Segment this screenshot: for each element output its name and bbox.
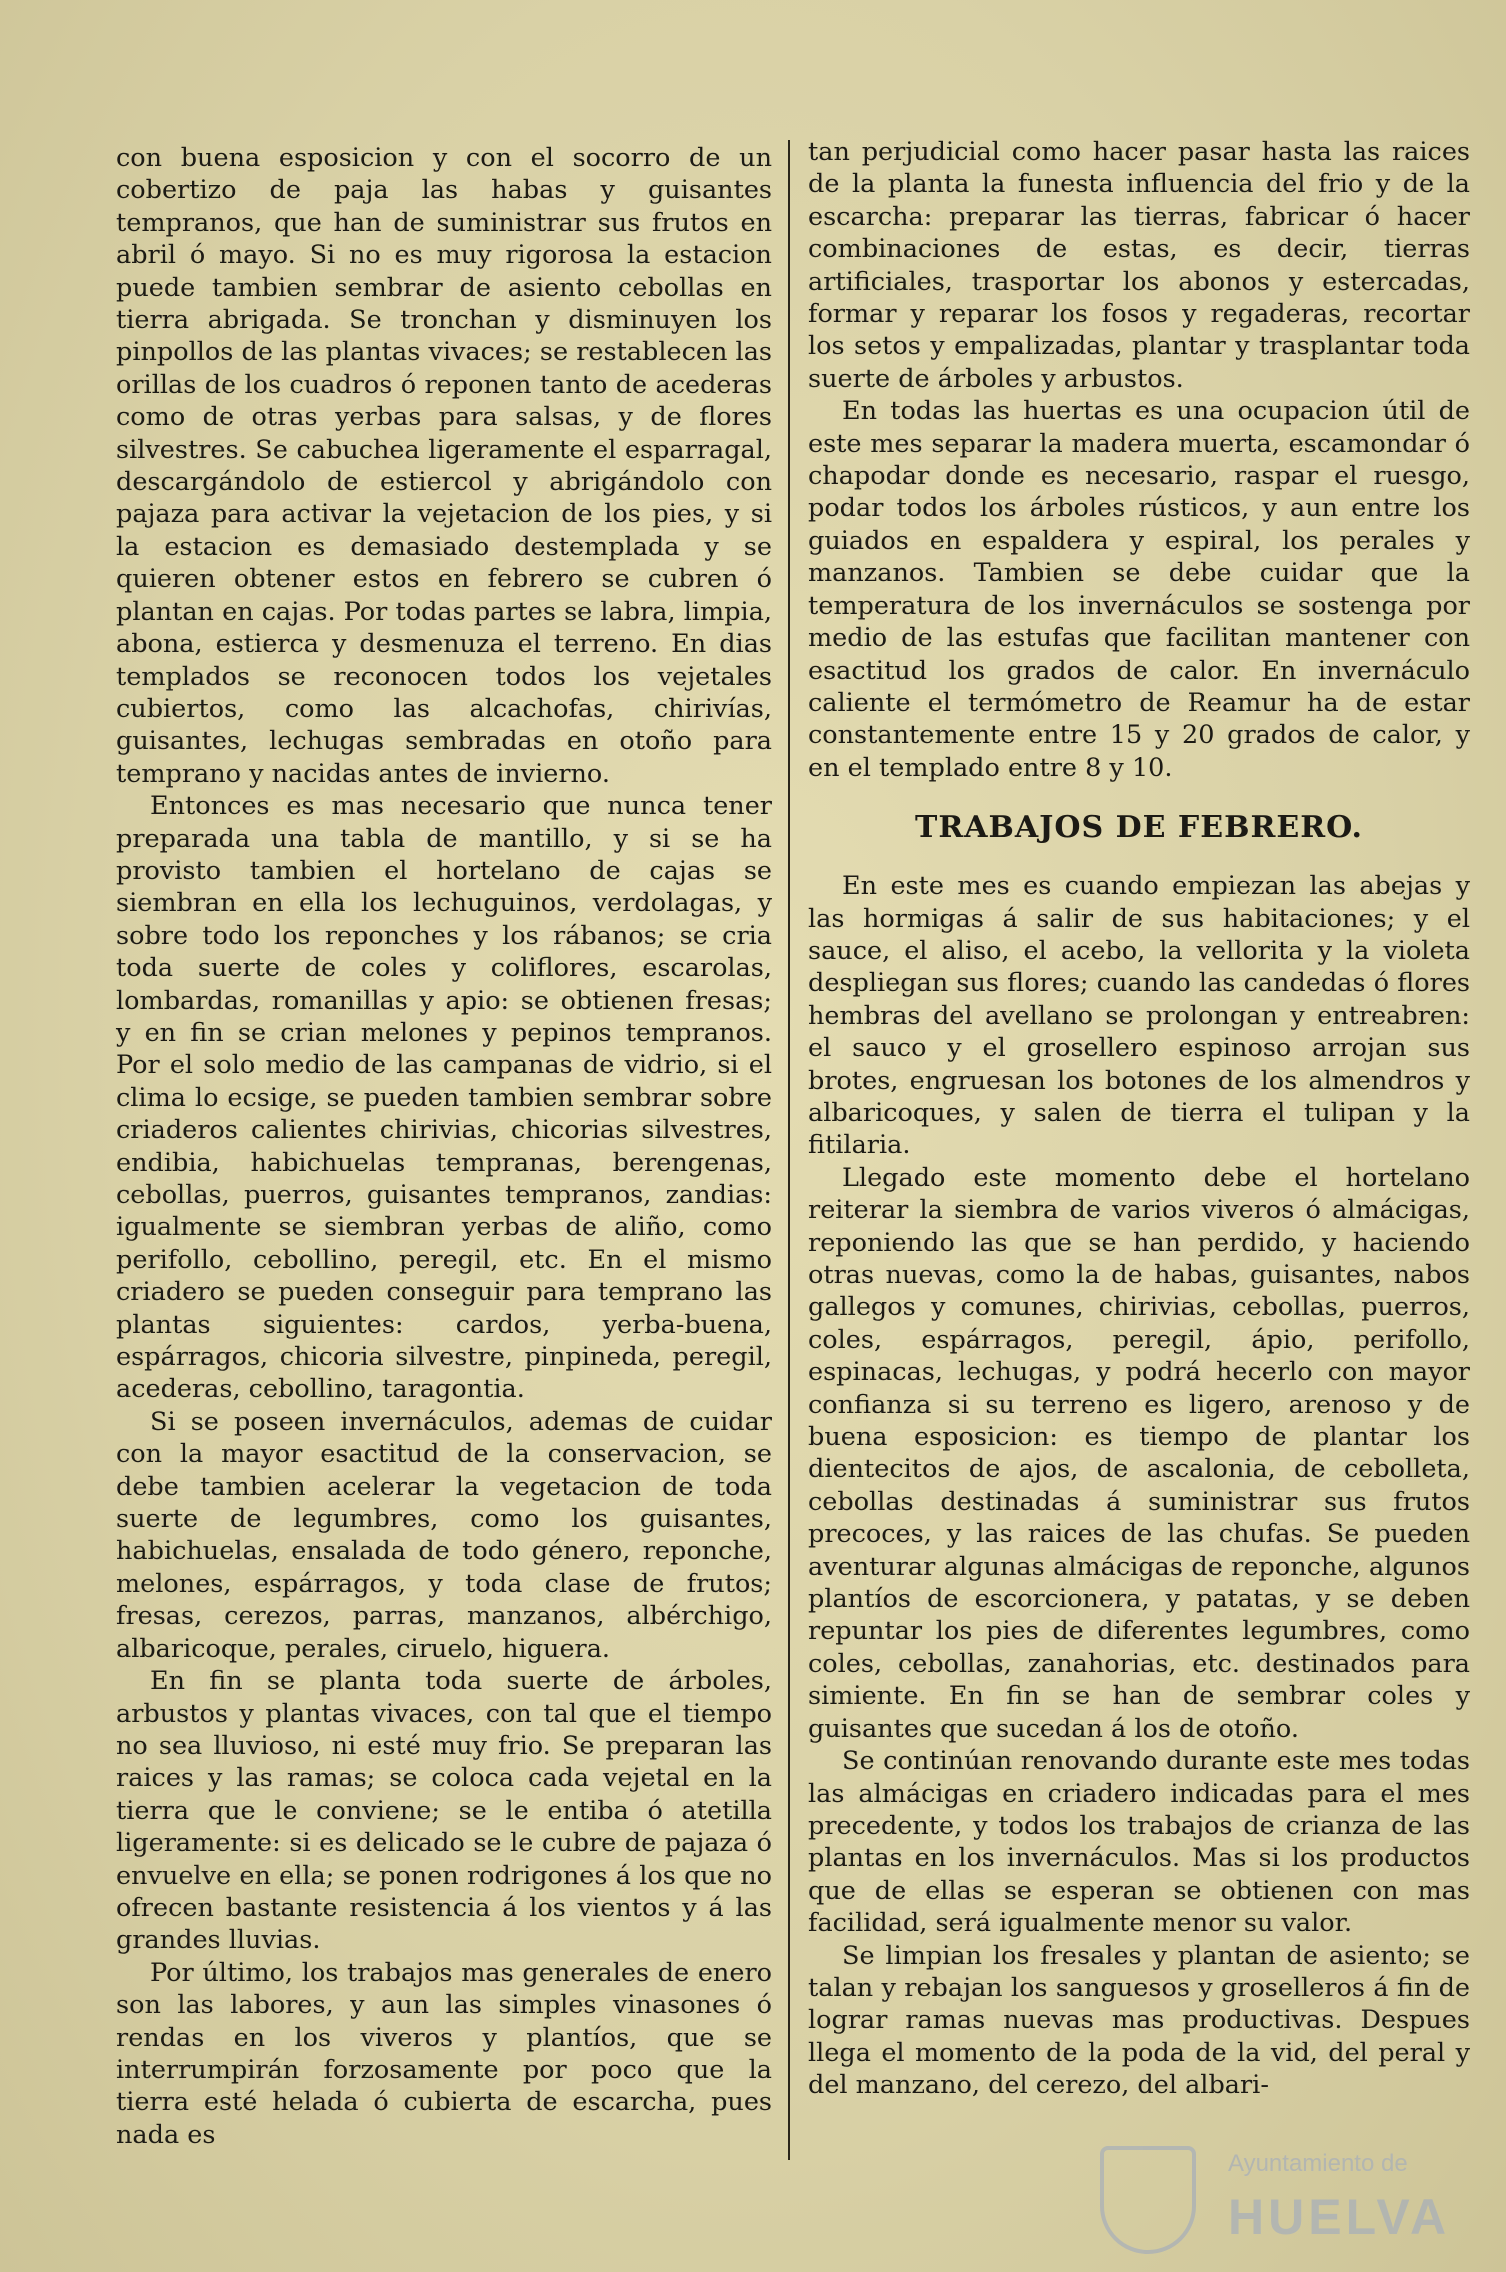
- paragraph: Por último, los trabajos mas generales de enero son las labores, y aun las simples vinasones ó rendas en los viveros y plantíos, que se interrumpirán forzosamente por poco que la tierra esté helada ó cubierta de escarcha, pues nada es: [116, 1957, 772, 2150]
- left-column: [116, 142, 772, 2151]
- paragraph: con buena esposicion y con el socorro de un cobertizo de paja las habas y guisantes tempranos, que han de suministrar sus frutos en abril ó mayo. Si no es muy rigorosa la estacion puede tambien sembrar de asiento cebollas en tierra abrigada. Se tronchan y disminuyen los pinpollos de las plantas vivaces; se restablecen las orillas de los cuadros ó reponen tanto de acederas como de otras yerbas para salsas, y de flores silvestres. Se cabuchea ligeramente el esparragal, descargándolo de estiercol y abrigándolo con pajaza para activar la vejetacion de los pies, y si la estacion es demasiado destemplada y se quieren obtener estos en febrero se cubren ó plantan en cajas. Por todas partes se labra, limpia, abona, estierca y desmenuza el terreno. En dias templados se reconocen todos los vejetales cubiertos, como las alcachofas, chirivías, guisantes, lechugas sembradas en otoño para temprano y nacidas antes de invierno.: [116, 143, 772, 789]
- watermark-line2: HUELVA: [1228, 2189, 1451, 2245]
- paragraph: En este mes es cuando empiezan las abejas y las hormigas á salir de sus habitaciones; y el sauce, el aliso, el acebo, la vellorita y la violeta despliegan sus flores; cuando las candedas ó flores hembras del avellano se prolongan y entreabren: el sauco y el grosellero espinoso arrojan sus brotes, engruesan los botones de los almendros y albaricoques, y salen de tierra el tulipan y la fitilaria.: [808, 871, 1470, 1161]
- shield-icon: [1100, 2146, 1196, 2254]
- paragraph: Llegado este momento debe el hortelano reiterar la siembra de varios viveros ó almácigas, reponiendo las que se han perdido, y haciendo otras nuevas, como la de habas, guisantes, nabos gallegos y comunes, chirivias, cebollas, puerros, coles, espárragos, peregil, ápio, perifollo, espinacas, lechugas, y podrá hecerlo con mayor confianza si su terreno es ligero, arenoso y de buena esposicion: es tiempo de plantar los dientecitos de ajos, de ascalonia, de cebolleta, cebollas destinadas á suministrar sus frutos precoces, y las raices de las chufas. Se pueden aventurar algunas almácigas de reponche, algunos plantíos de escorcionera, y patatas, y se deben repuntar los pies de diferentes legumbres, como coles, cebollas, zanahorias, etc. destinados para simiente. En fin se han de sembrar coles y guisantes que sucedan á los de otoño.: [808, 1162, 1470, 1744]
- column-divider: [788, 140, 790, 2160]
- paragraph: Entonces es mas necesario que nunca tener preparada una tabla de mantillo, y si se ha provisto tambien el hortelano de cajas se siembran en ella los lechuguinos, verdolagas, y sobre todo los reponches y los rábanos; se cria toda suerte de coles y coliflores, escarolas, lombardas, romanillas y apio: se obtienen fresas; y en fin se crian melones y pepinos tempranos. Por el solo medio de las campanas de vidrio, si el clima lo ecsige, se pueden tambien sembrar sobre criaderos calientes chirivias, chicorias silvestres, endibia, habichuelas tempranas, berengenas, cebollas, puerros, guisantes tempranos, zandias: igualmente se siembran yerbas de aliño, como perifollo, cebollino, peregil, etc. En el mismo criadero se pueden conseguir para temprano las plantas siguientes: cardos, yerba-buena, espárragos, chicoria silvestre, pinpineda, peregil, acederas, cebollino, taragontia.: [116, 791, 772, 1405]
- paragraph: Se limpian los fresales y plantan de asiento; se talan y rebajan los sanguesos y groselleros á fin de lograr ramas nuevas mas productivas. Despues llega el momento de la poda de la vid, del peral y del manzano, del cerezo, del albari-: [808, 1940, 1470, 2101]
- paragraph: En todas las huertas es una ocupacion útil de este mes separar la madera muerta, escamondar ó chapodar donde es necesario, raspar el ruesgo, podar todos los árboles rústicos, y aun entre los guiados en espaldera y espiral, los perales y manzanos. Tambien se debe cuidar que la temperatura de los invernáculos se sostenga por medio de las estufas que facilitan mantener con esactitud los grados de calor. En invernáculo caliente el termómetro de Reamur ha de estar constantemente entre 15 y 20 grados de calor, y en el templado entre 8 y 10.: [808, 396, 1470, 783]
- section-heading: TRABAJOS DE FEBRERO.: [915, 810, 1363, 846]
- paragraph: tan perjudicial como hacer pasar hasta las raices de la planta la funesta influencia del frio y de la escarcha: preparar las tierras, fabricar ó hacer combinaciones de estas, es decir, tierras artificiales, trasportar los abonos y estercadas, formar y reparar los fosos y regaderas, recortar los setos y empalizadas, plantar y trasplantar toda suerte de árboles y arbustos.: [808, 137, 1470, 394]
- paragraph: En fin se planta toda suerte de árboles, arbustos y plantas vivaces, con tal que el tiempo no sea lluvioso, ni esté muy frio. Se preparan las raices y las ramas; se coloca cada vejetal en la tierra que le conviene; se le entiba ó atetilla ligeramente: si es delicado se le cubre de pajaza ó envuelve en ella; se ponen rodrigones á los que no ofrecen bastante resistencia á los vientos y á las grandes lluvias.: [116, 1666, 772, 1956]
- watermark: [1100, 2140, 1480, 2260]
- paragraph: Si se poseen invernáculos, ademas de cuidar con la mayor esactitud de la conservacion, se debe tambien acelerar la vegetacion de toda suerte de legumbres, como los guisantes, habichuelas, ensalada de todo género, reponche, melones, espárragos, y toda clase de frutos; fresas, cerezos, parras, manzanos, albérchigo, albaricoque, perales, ciruelo, higuera.: [116, 1406, 772, 1664]
- watermark-line1: Ayuntamiento de: [1228, 2150, 1408, 2177]
- right-column: [808, 136, 1470, 2102]
- paragraph: Se continúan renovando durante este mes todas las almácigas en criadero indicadas para el mes precedente, y todos los trabajos de crianza de las plantas en los invernáculos. Mas si los productos que de ellas se esperan se obtienen con mas facilidad, será igualmente menor su valor.: [808, 1746, 1470, 1939]
